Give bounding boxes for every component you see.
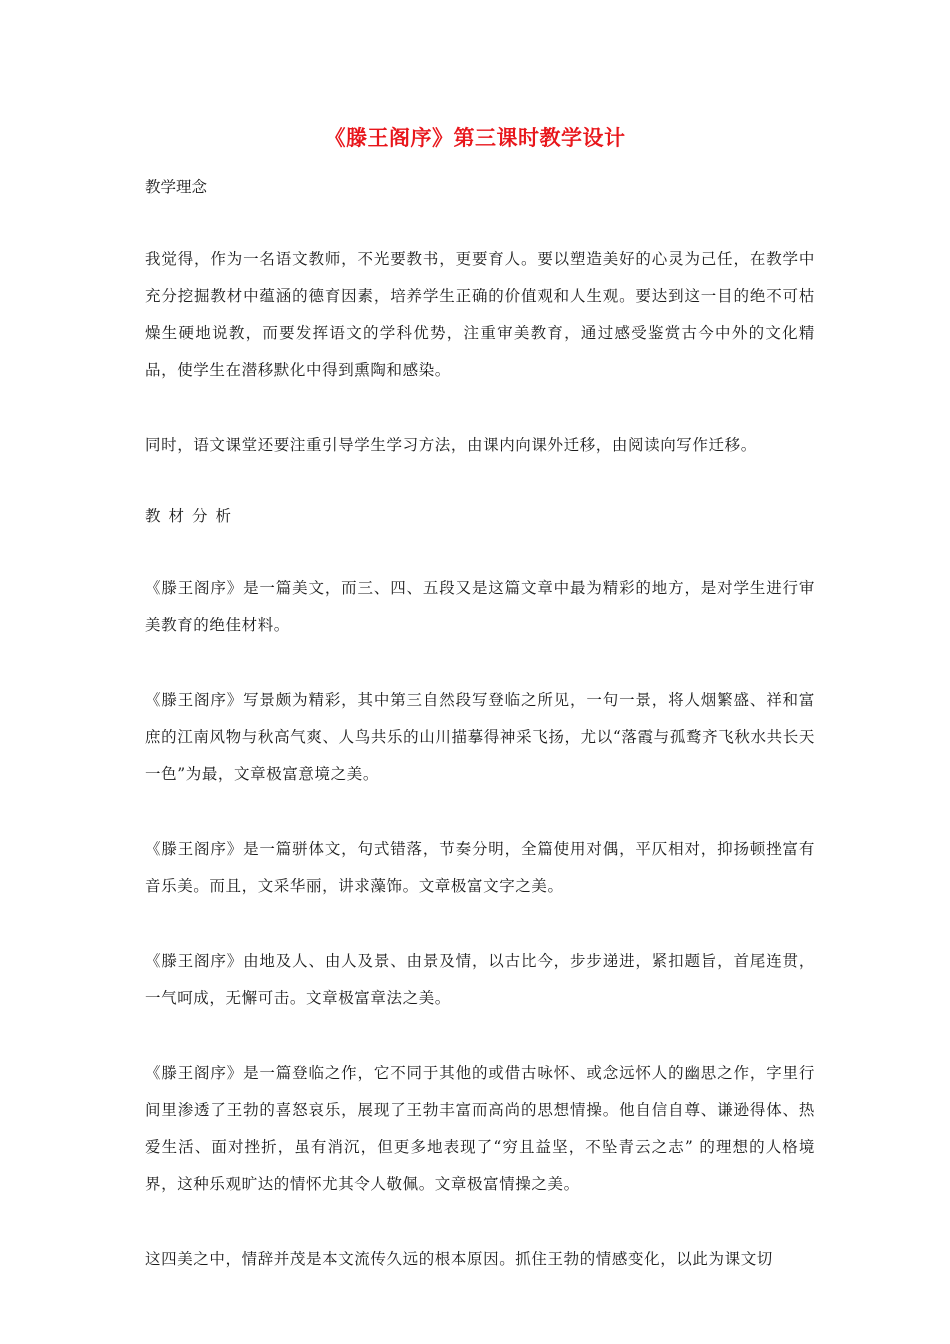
paragraph: 这四美之中，情辞并茂是本文流传久远的根本原因。抓住王勃的情感变化，以此为课文切 xyxy=(145,1250,773,1268)
paragraph: 《滕王阁序》是一篇骈体文，句式错落，节奏分明，全篇使用对偶，平仄相对，抑扬顿挫富有音乐美。而且，文采华丽，讲求藻饰。文章极富文字之美。 xyxy=(145,840,815,895)
section-heading-teaching-philosophy: 教学理念 xyxy=(145,178,208,196)
paragraph: 《滕王阁序》是一篇登临之作，它不同于其他的或借古咏怀、或念远怀人的幽思之作，字里行间里渗透了王勃的喜怒哀乐，展现了王勃丰富而高尚的思想情操。他自信自尊、谦逊得体、热爱生活、面对挫折，虽有消沉，但更多地表现了“穷且益坚，不坠青云之志” 的理想的人格境界，这种乐观旷达的情怀尤其令人敬佩。文章极富情操之美。 xyxy=(145,1064,815,1193)
section-heading-material-analysis: 教材分析 xyxy=(145,507,240,525)
paragraph: 《滕王阁序》写景颇为精彩，其中第三自然段写登临之所见，一句一景，将人烟繁盛、祥和富庶的江南风物与秋高气爽、人鸟共乐的山川描摹得神采飞扬，尤以“落霞与孤鹜齐飞秋水共长天一色”为最，文章极富意境之美。 xyxy=(145,691,815,783)
paragraph: 我觉得，作为一名语文教师，不光要教书，更要育人。要以塑造美好的心灵为己任，在教学中充分挖掘教材中蕴涵的德育因素，培养学生正确的价值观和人生观。要达到这一目的绝不可枯燥生硬地说教，而要发挥语文的学科优势，注重审美教育，通过感受鉴赏古今中外的文化精品，使学生在潜移默化中得到熏陶和感染。 xyxy=(145,250,815,379)
document-title: 《滕王阁序》第三课时教学设计 xyxy=(324,125,626,150)
paragraph: 《滕王阁序》由地及人、由人及景、由景及情，以古比今，步步递进，紧扣题旨，首尾连贯，一气呵成，无懈可击。文章极富章法之美。 xyxy=(145,952,815,1007)
paragraph: 《滕王阁序》是一篇美文，而三、四、五段又是这篇文章中最为精彩的地方，是对学生进行审美教育的绝佳材料。 xyxy=(145,579,815,634)
paragraph: 同时，语文课堂还要注重引导学生学习方法，由课内向课外迁移，由阅读向写作迁移。 xyxy=(145,436,757,454)
document-body xyxy=(145,173,815,1316)
